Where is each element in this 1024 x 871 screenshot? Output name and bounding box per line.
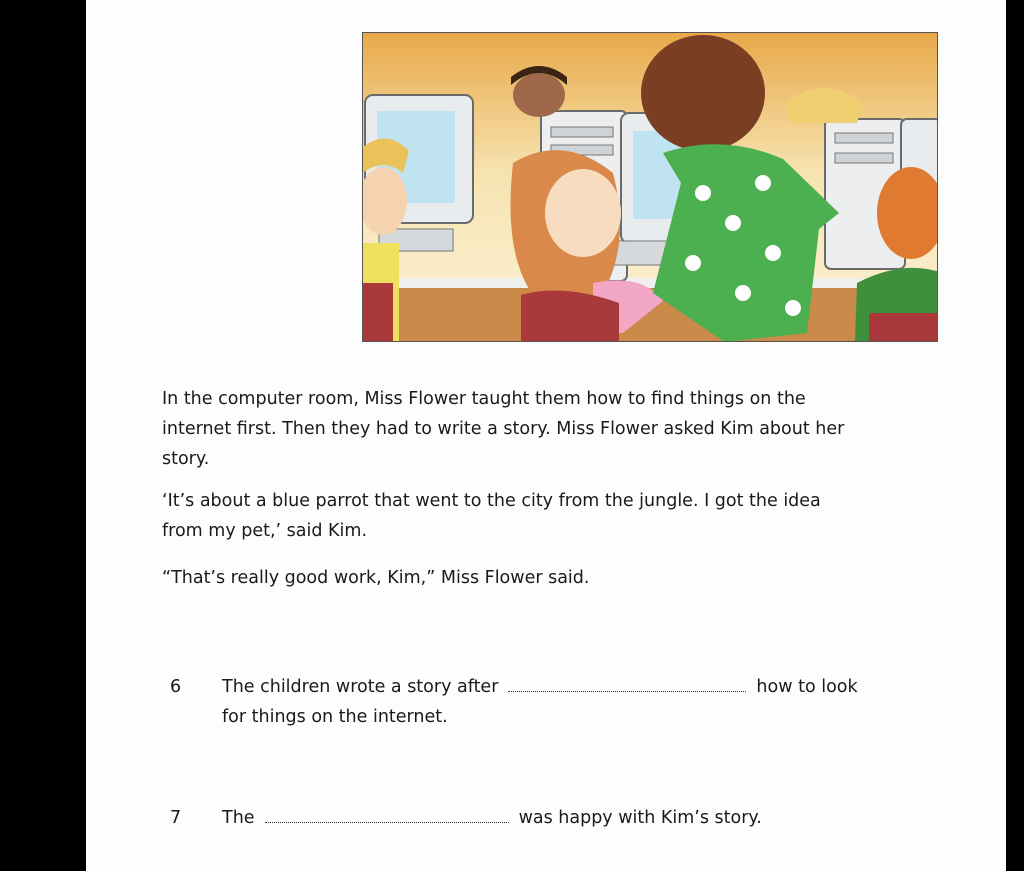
question-text-line-2: for things on the internet. — [222, 707, 448, 727]
question-number: 7 — [170, 808, 182, 828]
worksheet-page — [86, 0, 1006, 871]
answer-blank-6[interactable] — [508, 677, 746, 692]
question-text — [222, 672, 952, 732]
paragraph-1-line-1: In the computer room, Miss Flower taught them how to find things on the — [162, 389, 806, 409]
question-text-after: how to look — [756, 677, 858, 697]
question-text — [222, 803, 952, 833]
question-text-after: was happy with Kim’s story. — [518, 808, 762, 828]
question-number: 6 — [170, 677, 182, 697]
computer-room-illustration — [362, 32, 938, 342]
question-text-before: The children wrote a story after — [222, 677, 499, 697]
paragraph-1 — [162, 384, 962, 474]
answer-blank-7[interactable] — [265, 808, 509, 823]
question-text-before: The — [222, 808, 255, 828]
paragraph-1-line-2: internet first. Then they had to write a story. Miss Flower asked Kim about her — [162, 419, 845, 439]
classroom-scene — [363, 33, 937, 341]
paragraph-2 — [162, 486, 962, 546]
paragraph-2-line-1: ‘It’s about a blue parrot that went to the city from the jungle. I got the idea — [162, 491, 821, 511]
boy-background — [511, 66, 567, 117]
paragraph-2-line-2: from my pet,’ said Kim. — [162, 521, 368, 541]
paragraph-1-line-3: story. — [162, 449, 210, 469]
paragraph-3-line-1: “That’s really good work, Kim,” Miss Flower said. — [162, 568, 590, 588]
paragraph-3 — [162, 563, 962, 593]
